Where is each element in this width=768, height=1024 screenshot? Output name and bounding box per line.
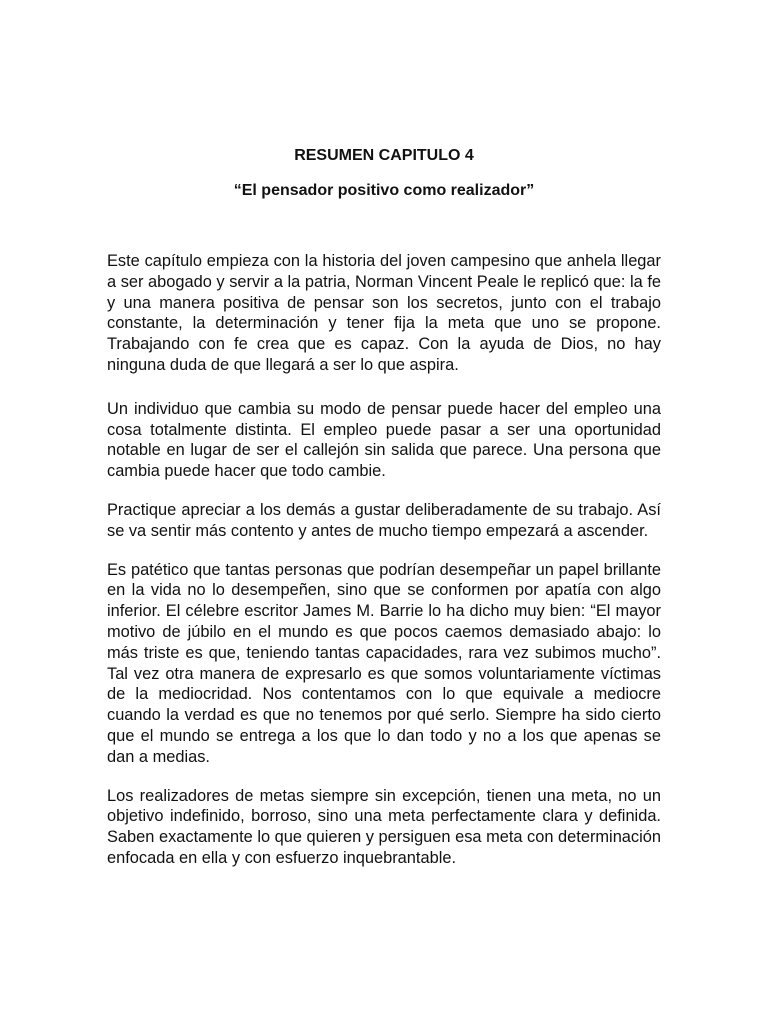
paragraph-1 <box>107 251 661 376</box>
paragraph-4: Es patético que tantas personas que podrían desempeñar un papel brillante en la vida no lo desempeñen, sino que se conformen por apatía con algo inferior. El célebre escritor James M. Barrie lo ha dicho muy bien: “El mayor motivo de júbilo en el mundo es que pocos caemos demasiado abajo: lo más triste es que, teniendo tantas capacidades, rara vez subimos mucho”. Tal vez otra manera de expresarlo es que somos voluntariamente víctimas de la mediocridad. Nos contentamos con lo que equivale a mediocre cuando la verdad es que no tenemos por qué serlo. Siempre ha sido cierto que el mundo se entrega a los que lo dan todo y no a los que apenas se dan a medias. <box>107 560 661 766</box>
paragraph-5: Los realizadores de metas siempre sin excepción, tienen una meta, no un objetivo indefinido, borroso, sino una meta perfectamente clara y definida. Saben exactamente lo que quieren y persiguen esa meta con determinación enfocada en ella y con esfuerzo inquebrantable. <box>107 786 661 867</box>
paragraph-2: Un individuo que cambia su modo de pensar puede hacer del empleo una cosa totalmente distinta. El empleo puede pasar a ser una oportunidad notable en lugar de ser el callejón sin salida que parece. Una persona que cambia puede hacer que todo cambie. <box>107 399 661 481</box>
document-subtitle: “El pensador positivo como realizador” <box>233 182 535 199</box>
document-body <box>107 251 661 887</box>
document-title: RESUMEN CAPITULO 4 <box>294 147 474 164</box>
paragraph-1-text: la fe y una manera positiva de pensar son los secretos, junto con el trabajo constante, la determinación y tener fija la meta que uno se propone. Trabajando con fe crea que es capaz. Con la ayuda de Dios, no hay ninguna duda de que llegará a ser lo que aspira. <box>107 272 661 374</box>
paragraph-1-lead: Este capítulo empieza con la historia del joven campesino que anhela llegar a ser abogado y servir a la patria, Norman Vincent Peale le replicó que: <box>107 252 661 291</box>
paragraph-3: Practique apreciar a los demás a gustar deliberadamente de su trabajo. Así se va sentir más contento y antes de mucho tiempo empezará a ascender. <box>107 500 661 540</box>
